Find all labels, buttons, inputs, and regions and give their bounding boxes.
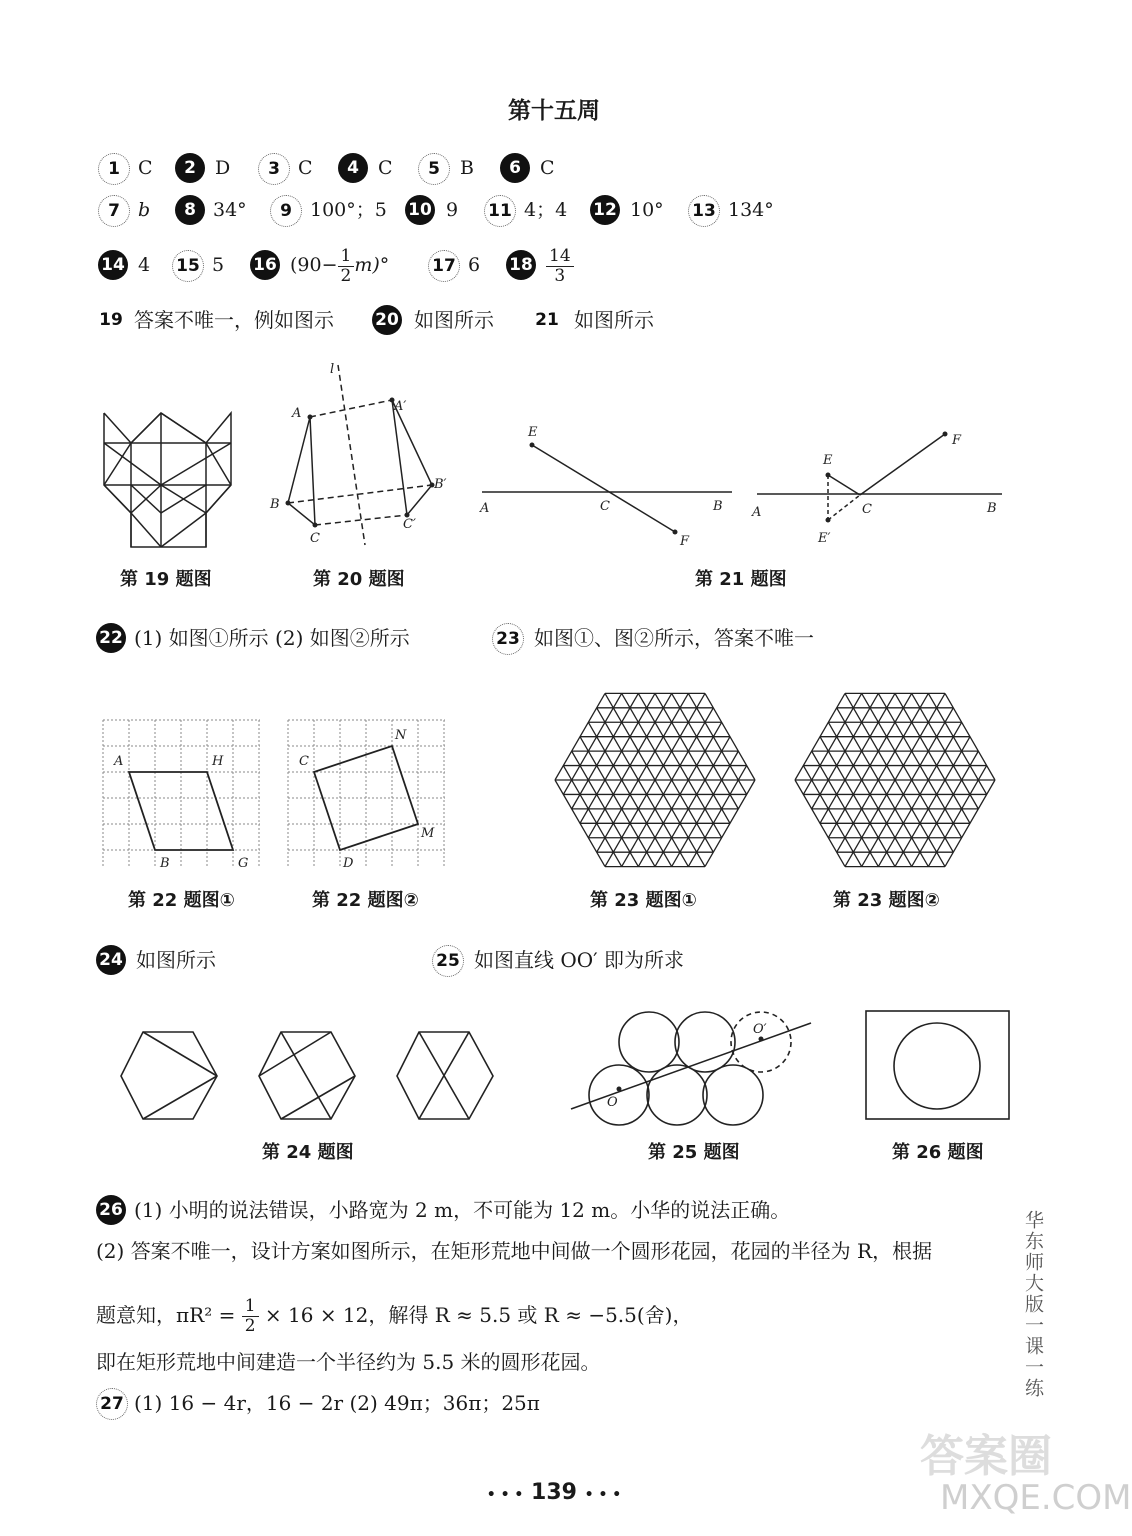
figure-23-2	[775, 685, 1015, 875]
caption-23a: 第 23 题图①	[590, 890, 697, 911]
grid-line	[895, 693, 970, 823]
figure-23-1	[535, 685, 775, 875]
question-number: 1	[98, 153, 130, 185]
q26-line2: (2) 答案不唯一，设计方案如图所示，在矩形荒地中间做一个圆形花园，花园的半径为 R，根据	[96, 1239, 933, 1263]
grid-line	[622, 693, 714, 852]
grid-line	[928, 766, 986, 867]
caption-22a: 第 22 题图①	[128, 890, 235, 911]
label-C: C	[600, 499, 610, 514]
label-F: F	[952, 433, 962, 448]
label-C1: C′	[403, 517, 416, 532]
question-number: 3	[258, 153, 290, 185]
answer: 4	[138, 254, 151, 276]
question-number: 12	[590, 195, 620, 225]
label-A: A	[292, 406, 302, 421]
label-A: A	[752, 505, 762, 520]
q16-post: m)°	[354, 254, 390, 276]
caption-19: 第 19 题图	[120, 569, 212, 590]
answer: 6	[468, 254, 481, 276]
question-number: 6	[500, 153, 530, 183]
question-number: 13	[688, 195, 720, 227]
question-number: 19	[96, 305, 126, 335]
caption-24: 第 24 题图	[262, 1142, 354, 1163]
page-dots-right: • • •	[584, 1487, 622, 1503]
label-H: H	[212, 754, 224, 769]
label-B1: B′	[434, 477, 447, 492]
caption-22b: 第 22 题图②	[312, 890, 419, 911]
grid-line	[563, 766, 621, 867]
question-number: 18	[506, 250, 536, 280]
label-A1: A′	[394, 399, 407, 414]
answer: 100°；5	[310, 199, 387, 221]
answer: 5	[212, 254, 225, 276]
grid-line	[837, 693, 929, 852]
question-number: 5	[418, 153, 450, 185]
grid-line	[803, 766, 861, 867]
question-number: 7	[98, 195, 130, 227]
side-series-label: 华东师大版一课一练	[1022, 1210, 1044, 1399]
q26-line3	[96, 1290, 693, 1340]
answer-16	[290, 238, 389, 292]
answer: C	[540, 157, 555, 179]
grid-line	[580, 693, 655, 823]
answer: 134°	[728, 199, 774, 221]
label-A: A	[114, 754, 124, 769]
answer-text: 如图所示	[414, 308, 494, 332]
figure-25	[565, 1005, 815, 1130]
label-E: E	[823, 453, 833, 468]
grid-line	[928, 693, 986, 794]
question-number: 26	[96, 1195, 126, 1225]
caption-26: 第 26 题图	[892, 1142, 984, 1163]
question-number: 4	[338, 153, 368, 183]
answer: C	[138, 157, 153, 179]
question-number: 20	[372, 305, 402, 335]
grid-line	[563, 693, 621, 794]
question-number: 2	[175, 153, 205, 183]
label-O: O	[607, 1095, 618, 1110]
grid-line	[655, 693, 730, 823]
figure-26	[863, 1008, 1013, 1123]
question-number: 14	[98, 250, 128, 280]
question-number: 10	[405, 195, 435, 225]
figure-19	[96, 405, 246, 555]
caption-23b: 第 23 题图②	[833, 890, 940, 911]
q26-line3b: × 16 × 12，解得 R ≈ 5.5 或 R ≈ −5.5(舍)，	[264, 1303, 693, 1327]
label-C: C	[299, 754, 309, 769]
q16-den: 2	[340, 265, 352, 286]
page-title: 第十五周	[508, 98, 600, 124]
answer: 10°	[630, 199, 664, 221]
question-number: 11	[484, 195, 516, 227]
figure-22-2	[285, 715, 450, 875]
figure-21	[470, 420, 1010, 555]
q16-num: 1	[338, 247, 355, 267]
caption-21: 第 21 题图	[695, 569, 787, 590]
question-number: 25	[432, 945, 464, 977]
page-dots-left: • • •	[486, 1487, 524, 1503]
grid-line	[597, 708, 689, 867]
grid-line	[862, 693, 954, 852]
q26-line3a: 题意知，πR² =	[96, 1303, 236, 1327]
grid-line	[862, 708, 954, 867]
answer-text: 答案不唯一，例如图示	[134, 308, 334, 332]
q26-line1: (1) 小明的说法错误，小路宽为 2 m，不可能为 12 m。小华的说法正确。	[134, 1198, 791, 1222]
label-E: E	[528, 425, 538, 440]
answer: 4；4	[524, 199, 568, 221]
grid-line	[622, 708, 714, 867]
answer: C	[298, 157, 313, 179]
answer-text: 如图直线 OO′ 即为所求	[474, 948, 685, 972]
question-number: 22	[96, 623, 126, 653]
question-number: 17	[428, 250, 460, 282]
question-number: 9	[270, 195, 302, 227]
label-E1: E′	[818, 531, 831, 546]
question-number: 24	[96, 945, 126, 975]
grid-line	[820, 737, 895, 867]
answer: 9	[446, 199, 459, 221]
answer: B	[460, 157, 474, 179]
caption-20: 第 20 题图	[313, 569, 405, 590]
q18-num: 14	[546, 247, 574, 267]
question-number: 15	[172, 250, 204, 282]
label-F: F	[680, 534, 690, 549]
grid-line	[597, 693, 689, 852]
label-G: G	[238, 856, 249, 871]
label-M: M	[421, 826, 435, 841]
label-B: B	[713, 499, 723, 514]
grid-line	[820, 693, 895, 823]
q27-text: (1) 16 − 4r，16 − 2r (2) 49π；36π；25π	[134, 1391, 540, 1415]
question-number: 8	[175, 195, 205, 225]
watermark-text: MXQE.COM	[940, 1478, 1132, 1518]
answer-text: 如图所示	[136, 948, 216, 972]
q18-den: 3	[554, 265, 566, 286]
label-N: N	[395, 728, 407, 743]
label-B: B	[987, 501, 997, 516]
caption-25: 第 25 题图	[648, 1142, 740, 1163]
question-number: 27	[96, 1388, 128, 1420]
label-B: B	[270, 497, 280, 512]
grid-line	[580, 737, 655, 867]
grid-line	[688, 766, 746, 867]
label-A: A	[480, 501, 490, 516]
answer: C	[378, 157, 393, 179]
answer: 34°	[213, 199, 247, 221]
question-number: 23	[492, 623, 524, 655]
grid-line	[803, 693, 861, 794]
figure-22-1	[100, 715, 265, 875]
grid-line	[688, 693, 746, 794]
label-C: C	[862, 502, 872, 517]
question-number: 21	[532, 305, 562, 335]
q16-pre: (90−	[290, 254, 338, 276]
answer: b	[138, 199, 151, 221]
grid-line	[895, 737, 970, 867]
grid-line	[655, 737, 730, 867]
answer-18	[546, 238, 574, 292]
answer-text: 如图①、图②所示，答案不唯一	[534, 626, 814, 650]
watermark-stamp: 答案圈	[920, 1431, 1052, 1482]
answer-text: 如图所示	[574, 308, 654, 332]
answer-text: (1) 如图①所示 (2) 如图②所示	[134, 626, 410, 650]
question-number: 16	[250, 250, 280, 280]
page-number: 139	[531, 1480, 577, 1505]
grid-line	[837, 708, 929, 867]
label-B: B	[160, 856, 170, 871]
label-D: D	[343, 856, 354, 871]
answer: D	[215, 157, 231, 179]
q26-frac-den: 2	[244, 1316, 256, 1336]
q26-line4: 即在矩形荒地中间建造一个半径约为 5.5 米的圆形花园。	[96, 1350, 601, 1374]
figure-24	[115, 1028, 500, 1123]
label-C: C	[310, 531, 320, 546]
label-O1: O′	[753, 1022, 767, 1037]
label-l: l	[330, 362, 335, 377]
q26-frac-num: 1	[242, 1297, 259, 1317]
figure-20	[260, 355, 460, 555]
